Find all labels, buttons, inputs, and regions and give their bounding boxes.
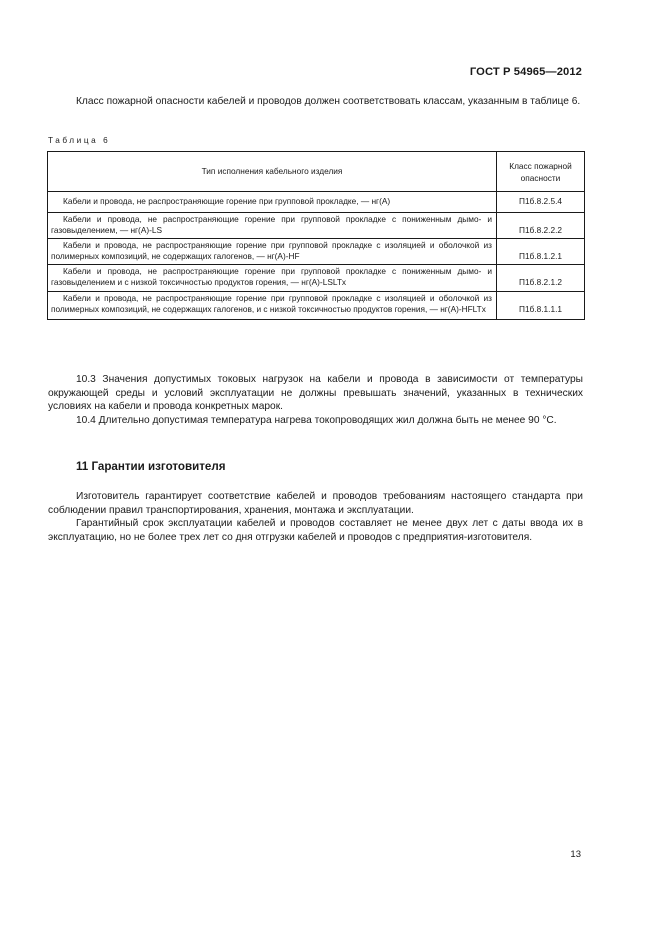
row-type — [48, 265, 497, 291]
table-caption: Таблица 6 — [48, 136, 111, 145]
header-cable-type: Тип исполнения кабельного изделия — [48, 152, 497, 192]
header-fire-class-text: Класс пожарной опасности — [509, 160, 572, 183]
intro-paragraph — [48, 95, 583, 109]
row-type-text: Кабели и провода, не распространяющие горение при групповой прокладке с изоляцией и оболочкой из полимерных композиций, не содержащих галогенов, — нг(А)-HF — [51, 240, 492, 262]
paragraph-11-2 — [48, 517, 583, 544]
section-heading: 11 Гарантии изготовителя — [76, 460, 226, 473]
paragraph-10-4-text: 10.4 Длительно допустимая температура нагрева токопроводящих жил должна быть не менее 90 °С. — [76, 415, 557, 426]
row-class: П1б.8.1.2.1 — [497, 239, 585, 265]
paragraph-11-1 — [48, 490, 583, 517]
paragraph-10-3-text: 10.3 Значения допустимых токовых нагрузок на кабели и провода в зависимости от температуры окружающей среды и условий эксплуатации не должны превышать значений, указанных в технических условиях на кабели и провода конкретных марок. — [48, 374, 583, 413]
paragraph-11-1-text: Изготовитель гарантирует соответствие кабелей и проводов требованиям настоящего стандарта при соблюдении правил транспортирования, хранения, монтажа и эксплуатации. — [48, 491, 583, 516]
table-row — [48, 265, 585, 291]
row-type — [48, 291, 497, 319]
table-row — [48, 239, 585, 265]
header-fire-class — [497, 152, 585, 192]
row-class: П1б.8.2.5.4 — [497, 192, 585, 213]
table-row — [48, 213, 585, 239]
table-header-row — [48, 152, 585, 192]
paragraph-10-3 — [48, 373, 583, 414]
row-type-text: Кабели и провода, не распространяющие горение при групповой прокладке с пониженным дымо- и газовыделением и с низкой токсичностью продуктов горения, — нг(А)-LSLTx — [51, 266, 492, 288]
row-type — [48, 192, 497, 213]
paragraph-10-4 — [48, 414, 583, 428]
row-class: П1б.8.1.1.1 — [497, 291, 585, 319]
standard-code: ГОСТ Р 54965—2012 — [469, 66, 582, 78]
intro-text: Класс пожарной опасности кабелей и проводов должен соответствовать классам, указанным в таблице 6. — [76, 96, 581, 107]
row-class: П1б.8.2.1.2 — [497, 265, 585, 291]
row-type — [48, 213, 497, 239]
paragraph-11-2-text: Гарантийный срок эксплуатации кабелей и проводов составляет не менее двух лет с даты ввода их в эксплуатацию, но не более трех лет со дня отгрузки кабелей и проводов с предприятия-изготовителя. — [48, 518, 583, 543]
row-type-text: Кабели и провода, не распространяющие горение при групповой прокладке с пониженным дымо- и газовыделением, — нг(А)-LS — [51, 214, 492, 236]
row-type-text: Кабели и провода, не распространяющие горение при групповой прокладке с изоляцией и оболочкой из полимерных композиций, не содержащих галогенов, и с низкой токсичностью продуктов горения, — нг(А)-HFLTx — [51, 292, 492, 314]
page-number: 13 — [570, 849, 581, 860]
table-row — [48, 192, 585, 213]
table-row — [48, 291, 585, 319]
row-class: П1б.8.2.2.2 — [497, 213, 585, 239]
row-type-text: Кабели и провода, не распространяющие горение при групповой прокладке, — нг(А) — [63, 195, 391, 206]
fire-class-table — [47, 151, 585, 320]
row-type — [48, 239, 497, 265]
